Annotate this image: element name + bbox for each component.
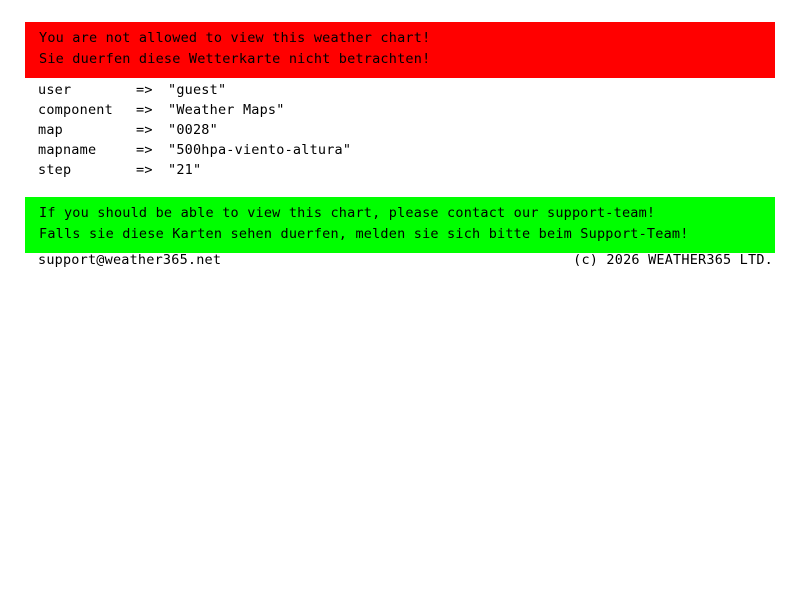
parameter-arrow: =>: [136, 142, 153, 158]
parameter-row: [38, 160, 351, 180]
parameter-value: "0028": [168, 122, 218, 138]
support-email-link[interactable]: support@weather365.net: [38, 252, 222, 268]
support-message-en: If you should be able to view this chart, please contact our support-team!: [39, 205, 656, 221]
access-denied-banner: [25, 22, 775, 78]
footer: [38, 250, 773, 270]
parameter-row: [38, 120, 351, 140]
parameter-arrow: =>: [136, 102, 153, 118]
parameter-value: "500hpa-viento-altura": [168, 142, 352, 158]
parameter-arrow: =>: [136, 122, 153, 138]
parameter-value: "21": [168, 162, 202, 178]
parameter-value: "guest": [168, 82, 227, 98]
support-message-de: Falls sie diese Karten sehen duerfen, melden sie sich bitte beim Support-Team!: [39, 226, 689, 242]
parameter-arrow: =>: [136, 162, 153, 178]
access-denied-message-de: Sie duerfen diese Wetterkarte nicht betrachten!: [39, 51, 431, 67]
parameter-arrow: =>: [136, 82, 153, 98]
parameter-key: map: [38, 122, 63, 138]
parameter-key: step: [38, 162, 72, 178]
parameter-value: "Weather Maps": [168, 102, 285, 118]
access-denied-message-en: You are not allowed to view this weather chart!: [39, 30, 431, 46]
support-banner: [25, 197, 775, 253]
copyright-notice: (c) 2026 WEATHER365 LTD.: [573, 252, 773, 268]
parameter-row: [38, 100, 351, 120]
parameter-key: mapname: [38, 142, 97, 158]
parameter-key: component: [38, 102, 113, 118]
request-parameters: [38, 80, 351, 180]
parameter-row: [38, 140, 351, 160]
parameter-row: [38, 80, 351, 100]
parameter-key: user: [38, 82, 72, 98]
